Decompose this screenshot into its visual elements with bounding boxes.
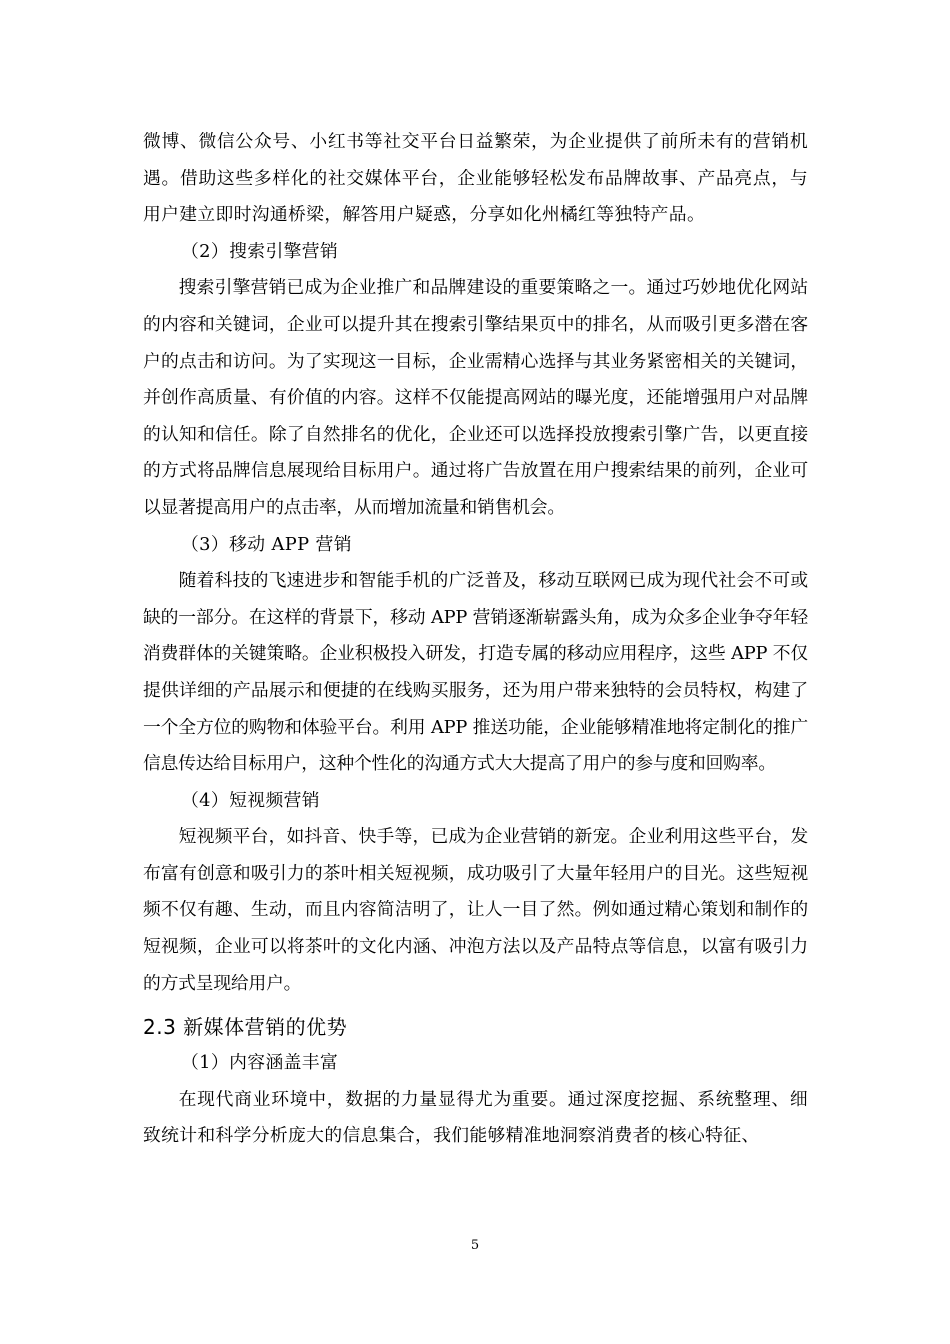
- subheading-mobile-app-marketing: （3）移动 APP 营销: [181, 533, 352, 555]
- document-body: [143, 124, 808, 1155]
- paragraph-rich-content: 在现代商业环境中，数据的力量显得尤为重要。通过深度挖掘、系统整理、细致统计和科学分析庞大的信息集合，我们能够精准地洞察消费者的核心特征、: [143, 1088, 808, 1147]
- paragraph-social-media-continued: 微博、微信公众号、小红书等社交平台日益繁荣，为企业提供了前所未有的营销机遇。借助这些多样化的社交媒体平台，企业能够轻松发布品牌故事、产品亮点，与用户建立即时沟通桥梁，解答用户疑惑，分享如化州橘红等独特产品。: [143, 131, 808, 226]
- section-title-new-media-advantages: 2.3 新媒体营销的优势: [143, 1015, 348, 1040]
- page-number: 5: [470, 1238, 480, 1253]
- subheading-short-video-marketing: （4）短视频营销: [181, 789, 320, 811]
- subheading-search-engine-marketing: （2）搜索引擎营销: [181, 240, 339, 262]
- paragraph-search-engine-marketing: 搜索引擎营销已成为企业推广和品牌建设的重要策略之一。通过巧妙地优化网站的内容和关键词，企业可以提升其在搜索引擎结果页中的排名，从而吸引更多潜在客户的点击和访问。为了实现这一目标，企业需精心选择与其业务紧密相关的关键词，并创作高质量、有价值的内容。这样不仅能提高网站的曝光度，还能增强用户对品牌的认知和信任。除了自然排名的优化，企业还可以选择投放搜索引擎广告，以更直接的方式将品牌信息展现给目标用户。通过将广告放置在用户搜索结果的前列，企业可以显著提高用户的点击率，从而增加流量和销售机会。: [143, 277, 808, 518]
- paragraph-short-video-marketing: 短视频平台，如抖音、快手等，已成为企业营销的新宠。企业利用这些平台，发布富有创意和吸引力的茶叶相关短视频，成功吸引了大量年轻用户的目光。这些短视频不仅有趣、生动，而且内容简洁明了，让人一目了然。例如通过精心策划和制作的短视频，企业可以将茶叶的文化内涵、冲泡方法以及产品特点等信息，以富有吸引力的方式呈现给用户。: [143, 826, 808, 994]
- subheading-rich-content: （1）内容涵盖丰富: [181, 1052, 339, 1074]
- paragraph-mobile-app-marketing: 随着科技的飞速进步和智能手机的广泛普及，移动互联网已成为现代社会不可或缺的一部分。在这样的背景下，移动 APP 营销逐渐崭露头角，成为众多企业争夺年轻消费群体的关键策略。企业积极投入研发，打造专属的移动应用程序，这些 APP 不仅提供详细的产品展示和便捷的在线购买服务，还为用户带来独特的会员特权，构建了一个全方位的购物和体验平台。利用 APP 推送功能，企业能够精准地将定制化的推广信息传达给目标用户，这种个性化的沟通方式大大提高了用户的参与度和回购率。: [143, 570, 808, 775]
